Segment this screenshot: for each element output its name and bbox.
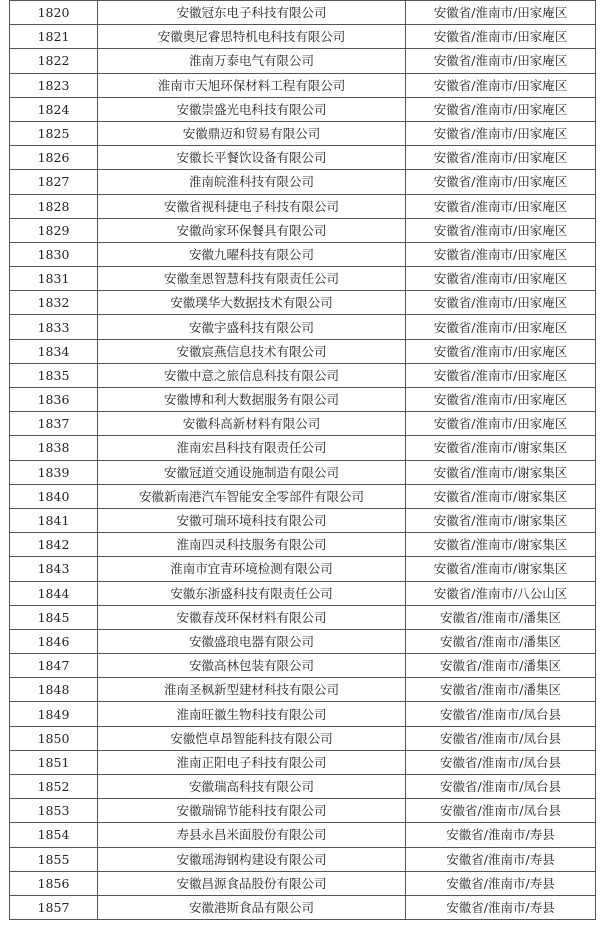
- table-row: [10, 315, 596, 339]
- row-number-cell: 1836: [10, 388, 98, 412]
- table-row: [10, 702, 596, 726]
- table-row: [10, 775, 596, 799]
- table-row: [10, 49, 596, 73]
- row-number-cell: 1845: [10, 605, 98, 629]
- company-name-cell: 安徽盛琅电器有限公司: [98, 629, 406, 653]
- row-number-cell: 1824: [10, 97, 98, 121]
- region-cell: 安徽省/淮南市/田家庵区: [406, 1, 596, 25]
- company-name-cell: 安徽港斯食品有限公司: [98, 895, 406, 919]
- company-name-cell: 安徽恺卓昂智能科技有限公司: [98, 726, 406, 750]
- company-name-cell: 安徽冠道交通设施制造有限公司: [98, 460, 406, 484]
- region-cell: 安徽省/淮南市/田家庵区: [406, 291, 596, 315]
- table-row: [10, 146, 596, 170]
- company-name-cell: 安徽高林包装有限公司: [98, 654, 406, 678]
- company-name-cell: 淮南宏昌科技有限责任公司: [98, 436, 406, 460]
- row-number-cell: 1830: [10, 242, 98, 266]
- table-row: [10, 726, 596, 750]
- region-cell: 安徽省/淮南市/凤台县: [406, 799, 596, 823]
- row-number-cell: 1843: [10, 557, 98, 581]
- region-cell: 安徽省/淮南市/田家庵区: [406, 315, 596, 339]
- company-name-cell: 安徽九曜科技有限公司: [98, 242, 406, 266]
- region-cell: 安徽省/淮南市/寿县: [406, 871, 596, 895]
- region-cell: 安徽省/淮南市/潘集区: [406, 654, 596, 678]
- region-cell: 安徽省/淮南市/田家庵区: [406, 363, 596, 387]
- company-name-cell: 淮南正阳电子科技有限公司: [98, 750, 406, 774]
- company-name-cell: 安徽鼎迈和贸易有限公司: [98, 121, 406, 145]
- company-name-cell: 安徽冠东电子科技有限公司: [98, 1, 406, 25]
- row-number-cell: 1855: [10, 847, 98, 871]
- row-number-cell: 1851: [10, 750, 98, 774]
- table-row: [10, 871, 596, 895]
- row-number-cell: 1823: [10, 73, 98, 97]
- company-name-cell: 安徽崇盛光电科技有限公司: [98, 97, 406, 121]
- row-number-cell: 1825: [10, 121, 98, 145]
- company-name-cell: 安徽璞华大数据技术有限公司: [98, 291, 406, 315]
- company-name-cell: 淮南万泰电气有限公司: [98, 49, 406, 73]
- table-row: [10, 581, 596, 605]
- region-cell: 安徽省/淮南市/田家庵区: [406, 339, 596, 363]
- region-cell: 安徽省/淮南市/田家庵区: [406, 242, 596, 266]
- company-name-cell: 淮南市宜青环境检测有限公司: [98, 557, 406, 581]
- row-number-cell: 1833: [10, 315, 98, 339]
- table-row: [10, 267, 596, 291]
- company-name-cell: 淮南皖淮科技有限公司: [98, 170, 406, 194]
- company-name-cell: 安徽瑞锦节能科技有限公司: [98, 799, 406, 823]
- region-cell: 安徽省/淮南市/凤台县: [406, 702, 596, 726]
- table-row: [10, 629, 596, 653]
- table-row: [10, 557, 596, 581]
- row-number-cell: 1832: [10, 291, 98, 315]
- table-row: [10, 25, 596, 49]
- row-number-cell: 1837: [10, 412, 98, 436]
- table-row: [10, 97, 596, 121]
- row-number-cell: 1835: [10, 363, 98, 387]
- company-name-cell: 淮南圣枫新型建材科技有限公司: [98, 678, 406, 702]
- company-name-cell: 安徽尚家环保餐具有限公司: [98, 218, 406, 242]
- region-cell: 安徽省/淮南市/八公山区: [406, 581, 596, 605]
- region-cell: 安徽省/淮南市/谢家集区: [406, 557, 596, 581]
- row-number-cell: 1820: [10, 1, 98, 25]
- row-number-cell: 1849: [10, 702, 98, 726]
- table-row: [10, 678, 596, 702]
- row-number-cell: 1842: [10, 533, 98, 557]
- region-cell: 安徽省/淮南市/寿县: [406, 895, 596, 919]
- region-cell: 安徽省/淮南市/谢家集区: [406, 533, 596, 557]
- region-cell: 安徽省/淮南市/田家庵区: [406, 267, 596, 291]
- table-row: [10, 1, 596, 25]
- row-number-cell: 1846: [10, 629, 98, 653]
- table-row: [10, 799, 596, 823]
- region-cell: 安徽省/淮南市/田家庵区: [406, 97, 596, 121]
- row-number-cell: 1852: [10, 775, 98, 799]
- row-number-cell: 1839: [10, 460, 98, 484]
- region-cell: 安徽省/淮南市/谢家集区: [406, 460, 596, 484]
- table-row: [10, 339, 596, 363]
- row-number-cell: 1829: [10, 218, 98, 242]
- company-list-table: [9, 0, 596, 920]
- row-number-cell: 1826: [10, 146, 98, 170]
- row-number-cell: 1828: [10, 194, 98, 218]
- row-number-cell: 1857: [10, 895, 98, 919]
- company-name-cell: 淮南四灵科技服务有限公司: [98, 533, 406, 557]
- table-row: [10, 218, 596, 242]
- company-name-cell: 安徽博和利大数据服务有限公司: [98, 388, 406, 412]
- row-number-cell: 1854: [10, 823, 98, 847]
- table-row: [10, 823, 596, 847]
- company-name-cell: 安徽昌源食品股份有限公司: [98, 871, 406, 895]
- company-name-cell: 安徽可瑞环境科技有限公司: [98, 508, 406, 532]
- region-cell: 安徽省/淮南市/寿县: [406, 823, 596, 847]
- row-number-cell: 1831: [10, 267, 98, 291]
- company-name-cell: 安徽东浙盛科技有限责任公司: [98, 581, 406, 605]
- row-number-cell: 1850: [10, 726, 98, 750]
- table-row: [10, 363, 596, 387]
- region-cell: 安徽省/淮南市/田家庵区: [406, 121, 596, 145]
- table-row: [10, 508, 596, 532]
- region-cell: 安徽省/淮南市/田家庵区: [406, 412, 596, 436]
- region-cell: 安徽省/淮南市/田家庵区: [406, 73, 596, 97]
- table-row: [10, 460, 596, 484]
- table-row: [10, 388, 596, 412]
- row-number-cell: 1838: [10, 436, 98, 460]
- company-name-cell: 安徽奎恩智慧科技有限责任公司: [98, 267, 406, 291]
- region-cell: 安徽省/淮南市/田家庵区: [406, 388, 596, 412]
- table-row: [10, 847, 596, 871]
- table-row: [10, 73, 596, 97]
- region-cell: 安徽省/淮南市/凤台县: [406, 775, 596, 799]
- row-number-cell: 1822: [10, 49, 98, 73]
- row-number-cell: 1847: [10, 654, 98, 678]
- table-row: [10, 750, 596, 774]
- region-cell: 安徽省/淮南市/田家庵区: [406, 49, 596, 73]
- region-cell: 安徽省/淮南市/田家庵区: [406, 146, 596, 170]
- table-row: [10, 121, 596, 145]
- company-name-cell: 安徽宸燕信息技术有限公司: [98, 339, 406, 363]
- row-number-cell: 1853: [10, 799, 98, 823]
- table-row: [10, 436, 596, 460]
- region-cell: 安徽省/淮南市/谢家集区: [406, 484, 596, 508]
- region-cell: 安徽省/淮南市/谢家集区: [406, 508, 596, 532]
- row-number-cell: 1821: [10, 25, 98, 49]
- table-row: [10, 484, 596, 508]
- company-name-cell: 安徽新南港汽车智能安全零部件有限公司: [98, 484, 406, 508]
- row-number-cell: 1856: [10, 871, 98, 895]
- row-number-cell: 1827: [10, 170, 98, 194]
- region-cell: 安徽省/淮南市/寿县: [406, 847, 596, 871]
- region-cell: 安徽省/淮南市/潘集区: [406, 605, 596, 629]
- region-cell: 安徽省/淮南市/田家庵区: [406, 25, 596, 49]
- table-row: [10, 412, 596, 436]
- table-body: [10, 1, 596, 920]
- company-name-cell: 淮南旺徽生物科技有限公司: [98, 702, 406, 726]
- company-name-cell: 寿县永昌米面股份有限公司: [98, 823, 406, 847]
- company-name-cell: 安徽瑞高科技有限公司: [98, 775, 406, 799]
- region-cell: 安徽省/淮南市/田家庵区: [406, 170, 596, 194]
- company-name-cell: 安徽中意之旅信息科技有限公司: [98, 363, 406, 387]
- region-cell: 安徽省/淮南市/潘集区: [406, 678, 596, 702]
- company-name-cell: 安徽春茂环保材料有限公司: [98, 605, 406, 629]
- company-name-cell: 安徽宇盛科技有限公司: [98, 315, 406, 339]
- row-number-cell: 1848: [10, 678, 98, 702]
- row-number-cell: 1834: [10, 339, 98, 363]
- company-name-cell: 淮南市天旭环保材料工程有限公司: [98, 73, 406, 97]
- row-number-cell: 1844: [10, 581, 98, 605]
- table-row: [10, 895, 596, 919]
- region-cell: 安徽省/淮南市/潘集区: [406, 629, 596, 653]
- table-row: [10, 291, 596, 315]
- table-row: [10, 170, 596, 194]
- region-cell: 安徽省/淮南市/凤台县: [406, 750, 596, 774]
- company-name-cell: 安徽奥尼睿思特机电科技有限公司: [98, 25, 406, 49]
- table-row: [10, 605, 596, 629]
- region-cell: 安徽省/淮南市/凤台县: [406, 726, 596, 750]
- table-row: [10, 533, 596, 557]
- company-name-cell: 安徽长平餐饮设备有限公司: [98, 146, 406, 170]
- company-name-cell: 安徽瑶海钢构建设有限公司: [98, 847, 406, 871]
- table-row: [10, 654, 596, 678]
- region-cell: 安徽省/淮南市/谢家集区: [406, 436, 596, 460]
- company-name-cell: 安徽省视科捷电子科技有限公司: [98, 194, 406, 218]
- region-cell: 安徽省/淮南市/田家庵区: [406, 218, 596, 242]
- table-row: [10, 194, 596, 218]
- table-row: [10, 242, 596, 266]
- company-name-cell: 安徽科高新材料有限公司: [98, 412, 406, 436]
- row-number-cell: 1841: [10, 508, 98, 532]
- region-cell: 安徽省/淮南市/田家庵区: [406, 194, 596, 218]
- row-number-cell: 1840: [10, 484, 98, 508]
